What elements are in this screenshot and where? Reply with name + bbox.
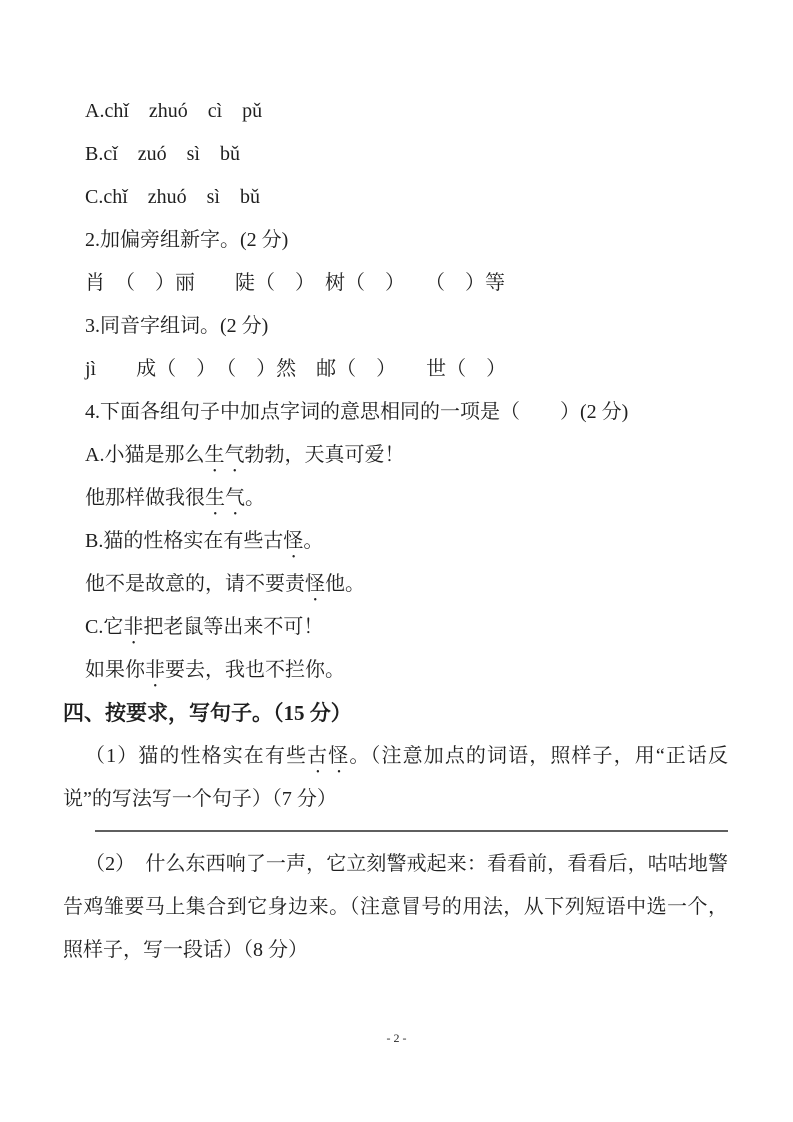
emphasized-word: 生气 <box>204 444 245 466</box>
emphasized-word: 生气 <box>205 487 245 509</box>
text-segment: 他。 <box>325 573 365 595</box>
q4-option-a-sentence-2 <box>63 477 728 520</box>
emphasized-word: 怪 <box>283 530 304 552</box>
emphasized-word: 古怪 <box>307 745 350 767</box>
section4-item-1 <box>63 735 728 821</box>
text-segment: （1）猫的性格实在有些 <box>85 745 308 767</box>
text-segment: 要去，我也不拦你。 <box>165 659 345 681</box>
emphasized-word: 非 <box>123 616 144 638</box>
text-segment: 。（注意加点的词语，照样子，用“正话反说”的写法写一个句子）（7 分） <box>63 745 728 810</box>
answer-blank-line <box>95 830 728 832</box>
text-segment: 勃勃，天真可爱！ <box>244 444 405 466</box>
text-segment: A.小猫是那么 <box>85 444 205 466</box>
q3-blanks: jì 成（ ） （ ）然 邮（ ） 世（ ） <box>85 358 507 380</box>
section-4-heading: 四、按要求，写句子。（15 分） <box>63 701 352 725</box>
text-segment: C.它 <box>85 616 124 638</box>
text-segment: 。 <box>245 487 265 509</box>
page-number: - 2 - <box>386 1031 407 1045</box>
q4-option-c-sentence-2 <box>63 649 728 692</box>
q4-option-b-sentence-2 <box>63 563 728 606</box>
q2-title: 2.加偏旁组新字。(2 分) <box>85 229 289 251</box>
text-segment: B.猫的性格实在有些古 <box>85 530 284 552</box>
text-segment: 。 <box>303 530 324 552</box>
text-segment: 他那样做我很 <box>85 487 205 509</box>
q1-option-b: B.cǐ zuó sì bǔ <box>85 143 240 165</box>
document-content <box>63 90 728 972</box>
q2-blanks: 肖 （ ）丽 陡（ ） 树（ ） （ ）等 <box>85 272 505 294</box>
emphasized-word: 怪 <box>305 573 325 595</box>
q3-title: 3.同音字组词。(2 分) <box>85 315 269 337</box>
q4-option-b-sentence-1 <box>63 520 728 563</box>
text-segment: 如果你 <box>85 659 145 681</box>
text-segment: 把老鼠等出来不可！ <box>143 616 324 638</box>
section4-item-2: （2） 什么东西响了一声，它立刻警戒起来：看看前，看看后，咕咕地警告鸡雏要马上集合到它身边来。（注意冒号的用法，从下列短语中选一个，照样子，写一段话）（8 分） <box>63 853 728 961</box>
q4-option-a-sentence-1 <box>63 434 728 477</box>
q4-option-c-sentence-1 <box>63 606 728 649</box>
emphasized-word: 非 <box>145 659 165 681</box>
q1-option-a: A.chǐ zhuó cì pǔ <box>85 100 263 122</box>
q4-title: 4.下面各组句子中加点字词的意思相同的一项是（ ）(2 分) <box>85 401 629 423</box>
q1-option-c: C.chǐ zhuó sì bǔ <box>85 186 260 208</box>
text-segment: 他不是故意的，请不要责 <box>85 573 305 595</box>
